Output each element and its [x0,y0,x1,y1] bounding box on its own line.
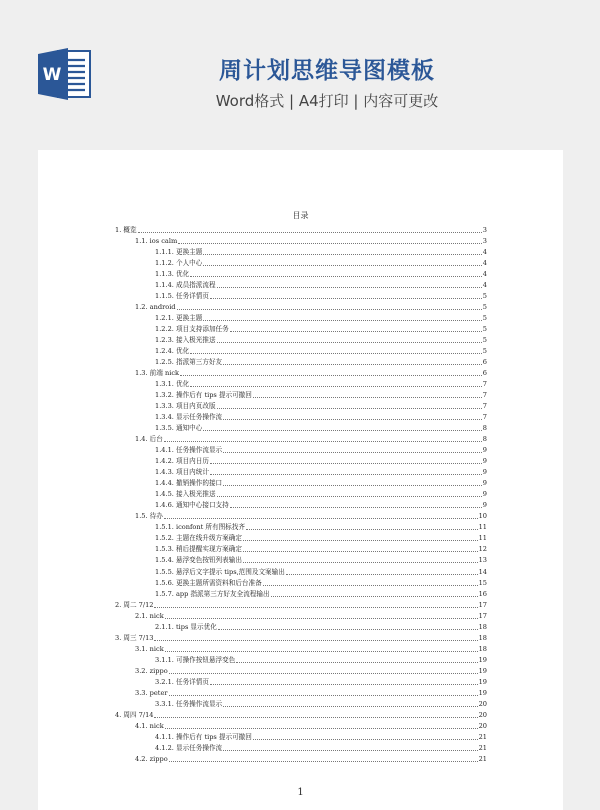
toc-entry-page: 3 [482,237,487,246]
toc-entry-label: 1.5.7. app 指派第三方好友全流程输出 [155,589,270,598]
toc-entry-page: 8 [482,435,487,444]
dot-leader [243,540,478,541]
toc-entry-label: 4. 周四 7/14 [115,710,154,719]
toc-entry-page: 4 [482,248,487,257]
toc-entry-label: 1.2.1. 更换主题 [155,314,203,323]
dot-leader [190,386,482,387]
toc-entry-label: 1.5.6. 更换主题所需资料和后台准备 [155,578,262,587]
toc-entry[interactable] [115,742,487,753]
toc-entry[interactable] [115,521,487,532]
toc-entry-label: 4.1.2. 显示任务操作流 [155,743,223,752]
toc-entry-label: 3. 周三 7/13 [115,633,154,642]
toc-entry-page: 21 [478,743,487,752]
toc-entry-label: 1.1. ios calm [135,237,178,246]
toc-entry-page: 5 [482,314,487,323]
toc-entry[interactable] [115,257,487,268]
toc-entry[interactable] [115,246,487,257]
dot-leader [230,507,482,508]
dot-leader [253,397,482,398]
dot-leader [210,684,478,685]
dot-leader [210,298,482,299]
toc-entry-page: 11 [478,523,487,532]
toc-entry[interactable] [115,455,487,466]
toc-entry-label: 4.1.1. 操作后有 tips 提示可撤回 [155,732,252,741]
toc-entry-label: 1.4.3. 项目内统计 [155,468,209,477]
toc-entry[interactable] [115,610,487,621]
toc-entry-label: 1.4.2. 项目内日历 [155,457,209,466]
toc-entry[interactable] [115,235,487,246]
dot-leader [243,551,478,552]
toc-entry[interactable] [115,367,487,378]
toc-entry-page: 18 [478,644,487,653]
toc-entry-label: 1.4.1. 任务操作流显示 [155,446,223,455]
toc-entry-label: 1.2.4. 优化 [155,347,190,356]
dot-leader [217,496,482,497]
toc-entry-page: 21 [478,732,487,741]
dot-leader [217,342,482,343]
dot-leader [178,243,482,244]
toc-entry-label: 1.2.2. 项目支持添加任务 [155,325,229,334]
toc-entry-label: 1.1.2. 个人中心 [155,259,203,268]
toc-entry-page: 12 [478,545,487,554]
dot-leader [223,452,482,453]
dot-leader [169,761,478,762]
toc-entry[interactable] [115,499,487,510]
toc-entry[interactable] [115,323,487,334]
dot-leader [210,474,482,475]
toc-entry-page: 21 [478,754,487,763]
toc-entry-label: 1.4.5. 接入极光推送 [155,490,216,499]
toc-entry-page: 3 [482,226,487,235]
toc-entry[interactable] [115,621,487,632]
toc-entry[interactable] [115,510,487,521]
toc-entry-page: 19 [478,655,487,664]
dot-leader [154,717,477,718]
toc-entry-page: 5 [482,303,487,312]
toc-entry[interactable] [115,720,487,731]
dot-leader [223,364,482,365]
dot-leader [203,265,481,266]
document-page [38,150,563,810]
dot-leader [223,485,482,486]
toc-entry-page: 14 [478,567,487,576]
toc-entry-label: 4.2. zippo [135,754,168,763]
toc-entry[interactable] [115,577,487,588]
toc-entry-label: 1.5.5. 悬浮后文字提示 tips,范围及文案输出 [155,567,285,576]
dot-leader [138,232,482,233]
dot-leader [203,254,481,255]
dot-leader [203,320,481,321]
dot-leader [177,309,482,310]
toc-entry[interactable] [115,665,487,676]
toc-entry-label: 1.4. 后台 [135,435,163,444]
toc-entry[interactable] [115,301,487,312]
toc-entry-label: 3.1. nick [135,644,164,653]
toc-entry[interactable] [115,290,487,301]
dot-leader [164,518,478,519]
toc-entry-label: 1.3.4. 显示任务操作流 [155,413,223,422]
toc-entry-page: 7 [482,402,487,411]
dot-leader [169,695,478,696]
toc-entry-label: 1.3.3. 项目内页改版 [155,402,216,411]
toc-entry-page: 10 [478,512,487,521]
toc-entry[interactable] [115,731,487,742]
dot-leader [165,728,478,729]
toc-entry-page: 7 [482,413,487,422]
dot-leader [217,408,482,409]
dot-leader [236,662,477,663]
toc-entry[interactable] [115,312,487,323]
toc-entry-page: 20 [478,721,487,730]
toc-entry-page: 6 [482,358,487,367]
toc-entry-page: 19 [478,688,487,697]
toc-title: 目录 [292,211,309,220]
dot-leader [169,673,478,674]
dot-leader [217,287,482,288]
toc-entry-label: 1.2.5. 指派第三方好友 [155,358,223,367]
dot-leader [190,353,482,354]
toc-entry-page: 17 [478,611,487,620]
page-number: 1 [297,787,304,798]
toc-entry[interactable] [115,654,487,665]
svg-text:W: W [42,65,62,85]
toc-entry-page: 20 [478,699,487,708]
toc-entry-label: 1. 概览 [115,226,137,235]
toc-entry[interactable] [115,477,487,488]
toc-entry[interactable] [115,224,487,235]
dot-leader [253,739,478,740]
toc-entry-label: 1.3.1. 优化 [155,380,190,389]
toc-entry[interactable] [115,753,487,764]
toc-entry[interactable] [115,709,487,720]
toc-entry-page: 18 [478,622,487,631]
toc-entry-label: 2. 周二 7/12 [115,600,154,609]
toc-entry-page: 5 [482,325,487,334]
toc-entry-label: 1.1.3. 优化 [155,270,190,279]
toc-entry[interactable] [115,632,487,643]
dot-leader [154,640,477,641]
toc-entry-label: 1.5. 待办 [135,512,163,521]
dot-leader [164,441,482,442]
toc-entry-label: 1.1.1. 更换主题 [155,248,203,257]
toc-entry[interactable] [115,279,487,290]
toc-entry-page: 9 [482,501,487,510]
toc-entry-label: 1.4.4. 撤销操作的接口 [155,479,223,488]
toc-entry-label: 1.1.4. 成员指派流程 [155,281,216,290]
toc-entry-label: 1.2.3. 接入极光推送 [155,336,216,345]
toc-entry-label: 1.5.4. 悬浮变色按钮列表输出 [155,556,242,565]
dot-leader [271,596,478,597]
dot-leader [180,375,482,376]
toc-entry[interactable] [115,466,487,477]
toc-entry[interactable] [115,422,487,433]
toc-entry-page: 6 [482,369,487,378]
dot-leader [165,618,478,619]
toc-entry-label: 1.2. android [135,303,176,312]
toc-entry[interactable] [115,643,487,654]
toc-entry-page: 19 [478,677,487,686]
toc-entry-page: 17 [478,600,487,609]
dot-leader [223,419,482,420]
toc-entry-label: 3.1.1. 可操作按钮悬浮变色 [155,655,236,664]
toc-entry[interactable] [115,588,487,599]
dot-leader [203,430,481,431]
dot-leader [223,706,477,707]
toc-entry-label: 2.1.1. tips 显示优化 [155,622,217,631]
toc-entry-page: 5 [482,347,487,356]
toc-entry[interactable] [115,356,487,367]
toc-entry-page: 4 [482,259,487,268]
word-logo-icon [38,48,92,100]
toc-entry-page: 4 [482,281,487,290]
toc-entry-page: 7 [482,380,487,389]
dot-leader [230,331,482,332]
toc-entry-page: 5 [482,336,487,345]
toc-entry-page: 4 [482,270,487,279]
page-subtitle: Word格式 | A4打印 | 内容可更改 [215,92,439,110]
toc-entry[interactable] [115,345,487,356]
toc-entry-page: 16 [478,589,487,598]
toc-entry-page: 5 [482,292,487,301]
toc-entry-label: 3.2. zippo [135,666,168,675]
toc-entry[interactable] [115,488,487,499]
toc-entry-label: 2.1. nick [135,611,164,620]
toc-entry[interactable] [115,532,487,543]
toc-entry-label: 1.5.1. iconfont 所有图标找齐 [155,523,245,532]
toc-entry-page: 13 [478,556,487,565]
toc-entry[interactable] [115,599,487,610]
toc-entry[interactable] [115,400,487,411]
toc-entry-page: 19 [478,666,487,675]
toc-entry-label: 3.2.1. 任务详情页 [155,677,209,686]
toc-entry-label: 1.5.3. 稍后提醒实现方案确定 [155,545,242,554]
toc-entry-page: 7 [482,391,487,400]
toc-entry-page: 9 [482,479,487,488]
toc-entry-page: 20 [478,710,487,719]
toc-entry-page: 15 [478,578,487,587]
dot-leader [243,562,478,563]
toc-entry-label: 1.3.5. 通知中心 [155,424,203,433]
toc-entry-page: 9 [482,490,487,499]
toc-entry[interactable] [115,565,487,576]
toc-entry-page: 9 [482,457,487,466]
toc-entry-page: 11 [478,534,487,543]
toc-entry-page: 9 [482,468,487,477]
page-title: 周计划思维导图模板 [219,58,435,84]
dot-leader [263,585,478,586]
toc-entry[interactable] [115,389,487,400]
toc-entry[interactable] [115,334,487,345]
toc-entry-label: 1.5.2. 主题在线升级方案确定 [155,534,242,543]
toc-entry[interactable] [115,554,487,565]
dot-leader [210,463,482,464]
toc-entry-page: 18 [478,633,487,642]
dot-leader [223,750,477,751]
table-of-contents [115,224,487,764]
toc-entry-label: 1.3.2. 操作后有 tips 提示可撤回 [155,391,252,400]
toc-entry[interactable] [115,411,487,422]
toc-entry-page: 9 [482,446,487,455]
dot-leader [246,529,478,530]
dot-leader [218,629,478,630]
toc-entry[interactable] [115,698,487,709]
toc-entry-label: 3.3. peter [135,688,168,697]
toc-entry-label: 4.1. nick [135,721,164,730]
toc-entry[interactable] [115,378,487,389]
dot-leader [286,574,478,575]
toc-entry[interactable] [115,268,487,279]
toc-entry-label: 1.1.5. 任务详情页 [155,292,209,301]
toc-entry-label: 1.4.6. 通知中心接口支持 [155,501,229,510]
toc-entry-label: 1.3. 前端 nick [135,369,180,378]
dot-leader [190,276,482,277]
toc-entry[interactable] [115,687,487,698]
toc-entry[interactable] [115,543,487,554]
toc-entry[interactable] [115,444,487,455]
dot-leader [165,651,478,652]
toc-entry-page: 8 [482,424,487,433]
dot-leader [154,607,477,608]
toc-entry[interactable] [115,433,487,444]
toc-entry[interactable] [115,676,487,687]
toc-entry-label: 3.3.1. 任务操作流显示 [155,699,223,708]
